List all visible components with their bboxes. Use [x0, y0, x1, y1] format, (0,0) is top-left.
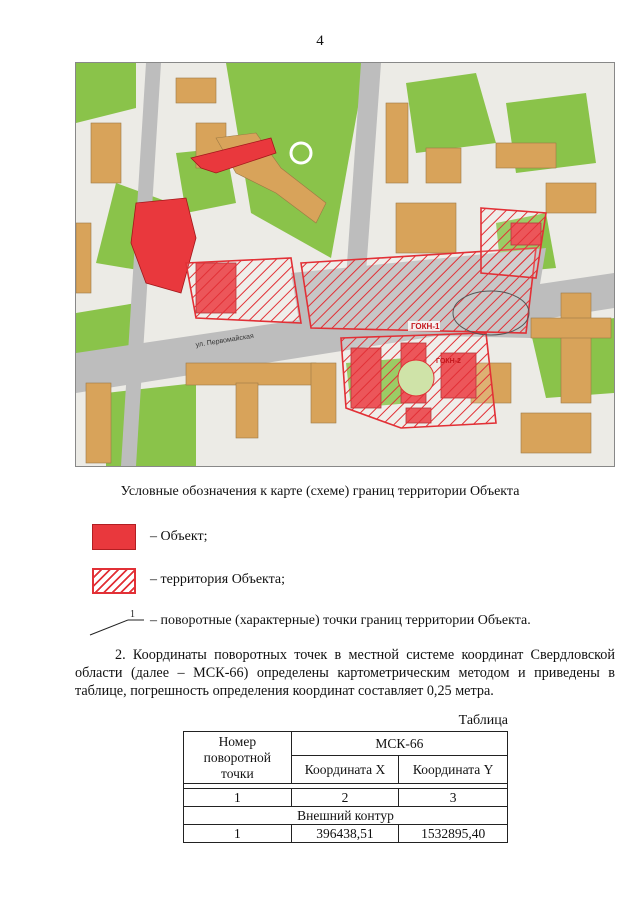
header-msk66: МСК-66	[291, 732, 507, 756]
table-row	[184, 825, 508, 843]
map-label-okn2: ГОКН-2	[436, 358, 461, 365]
column-number-1: 1	[184, 789, 292, 807]
legend-object-swatch	[92, 524, 136, 550]
page-number: 4	[316, 33, 324, 49]
cell-coord-x: 396438,51	[291, 825, 399, 843]
coordinates-table	[183, 731, 508, 843]
header-point-number: Номер поворотной точки	[184, 732, 292, 784]
cell-coord-y: 1532895,40	[399, 825, 508, 843]
section-outer-contour: Внешний контур	[184, 807, 508, 825]
map-label-street: ул. Первомайская	[195, 332, 255, 349]
legend-point-icon	[88, 608, 148, 638]
header-coord-y: Координата Y	[399, 756, 508, 784]
coordinates-paragraph: 2. Координаты поворотных точек в местной системе координат Свердловской области (далее – МСК-66) определены картометрическим методом и приведены в таблице, погрешность определения координат составляет 0,25 метра.	[75, 647, 615, 699]
column-number-3: 3	[399, 789, 508, 807]
legend-point-text: – поворотные (характерные) точки границ территории Объекта.	[150, 613, 531, 628]
legend-title: Условные обозначения к карте (схеме) границ территории Объекта	[120, 484, 520, 499]
legend-object-text: – Объект;	[150, 529, 208, 544]
square-circle	[398, 360, 434, 396]
legend-territory-text: – территория Объекта;	[150, 572, 286, 587]
header-coord-x: Координата X	[291, 756, 399, 784]
legend-territory-swatch	[92, 568, 136, 594]
territory-map	[75, 62, 615, 467]
map-label-okn1: ГОКН-1	[411, 322, 440, 331]
column-number-2: 2	[291, 789, 399, 807]
table-caption: Таблица	[458, 713, 508, 728]
cell-point-number: 1	[184, 825, 292, 843]
legend-point-label: 1	[130, 609, 135, 620]
